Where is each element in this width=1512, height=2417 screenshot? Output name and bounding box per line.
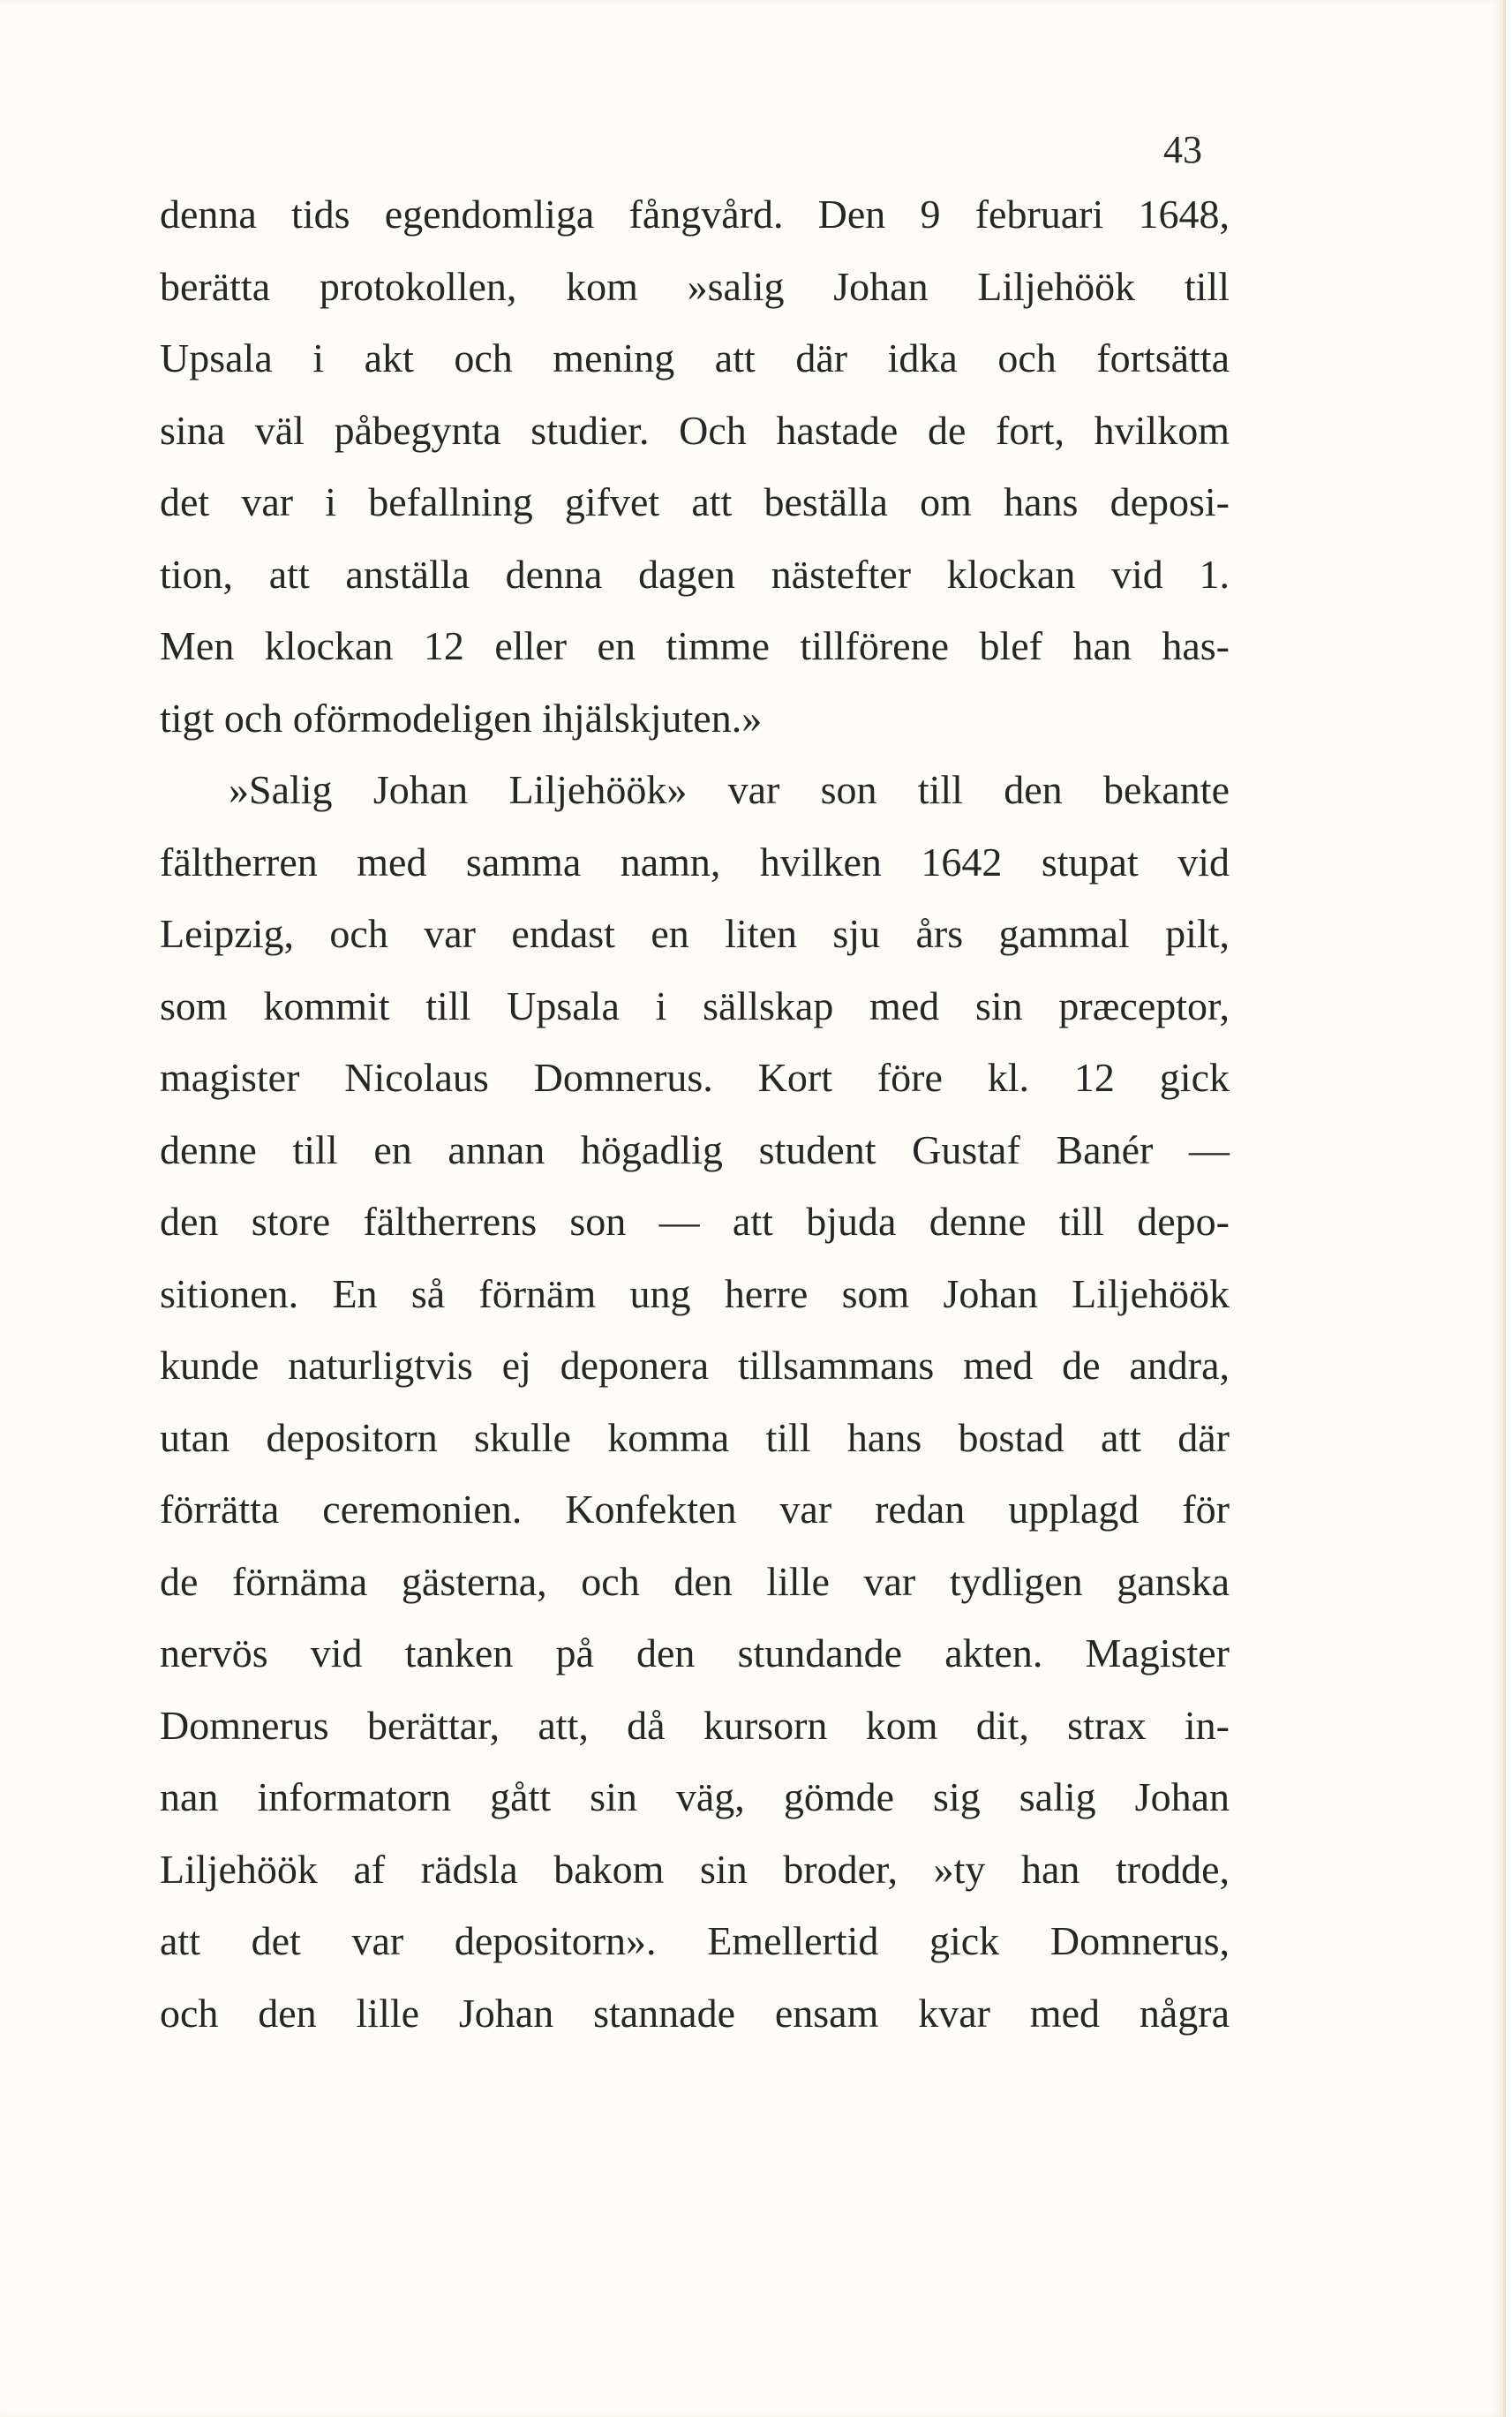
text-line: berätta protokollen, kom »salig Johan Liljehöök till: [160, 263, 1230, 309]
text-line: denna tids egendomliga fångvård. Den 9 februari 1648,: [160, 192, 1230, 237]
text-line: de förnäma gästerna, och den lille var tydligen ganska: [160, 1558, 1230, 1604]
text-line: tion, att anställa denna dagen nästefter klockan vid 1.: [160, 551, 1230, 597]
text-line: kunde naturligtvis ej deponera tillsammans med de andra,: [160, 1343, 1230, 1388]
text-line: som kommit till Upsala i sällskap med sin præceptor,: [160, 983, 1230, 1028]
text-line: det var i befallning gifvet att beställa om hans deposi-: [160, 479, 1230, 524]
body-text: [160, 194, 1230, 2065]
text-line: att det var depositorn». Emellertid gick Domnerus,: [160, 1918, 1230, 1963]
text-line: och den lille Johan stannade ensam kvar med några: [160, 1990, 1230, 2036]
text-line: förrätta ceremonien. Konfekten var redan upplagd för: [160, 1487, 1230, 1532]
text-line: Leipzig, och var endast en liten sju års gammal pilt,: [160, 911, 1230, 956]
text-line: Liljehöök af rädsla bakom sin broder, »ty han trodde,: [160, 1846, 1230, 1892]
text-line: »Salig Johan Liljehöök» var son till den bekante: [229, 767, 1230, 812]
text-line: magister Nicolaus Domnerus. Kort före kl. 12 gick: [160, 1055, 1230, 1100]
text-line: nervös vid tanken på den stundande akten. Magister: [160, 1630, 1230, 1675]
text-line: fältherren med samma namn, hvilken 1642 stupat vid: [160, 839, 1230, 885]
text-line: sina väl påbegynta studier. Och hastade de fort, hvilkom: [160, 407, 1230, 453]
text-line: utan depositorn skulle komma till hans bostad att där: [160, 1414, 1230, 1460]
text-line: Upsala i akt och mening att där idka och fortsätta: [160, 335, 1230, 380]
text-line: den store fältherrens son — att bjuda denne till depo-: [160, 1199, 1230, 1244]
text-line: denne till en annan högadlig student Gustaf Banér —: [160, 1126, 1230, 1172]
text-line: sitionen. En så förnäm ung herre som Johan Liljehöök: [160, 1270, 1230, 1316]
text-line: tigt och oförmodeligen ihjälskjuten.»: [160, 695, 763, 741]
text-line: nan informatorn gått sin väg, gömde sig salig Johan: [160, 1774, 1230, 1819]
text-line: Domnerus berättar, att, då kursorn kom dit, strax in-: [160, 1702, 1230, 1748]
page-number: 43: [1163, 128, 1202, 171]
text-line: Men klockan 12 eller en timme tillförene blef han has-: [160, 623, 1230, 668]
